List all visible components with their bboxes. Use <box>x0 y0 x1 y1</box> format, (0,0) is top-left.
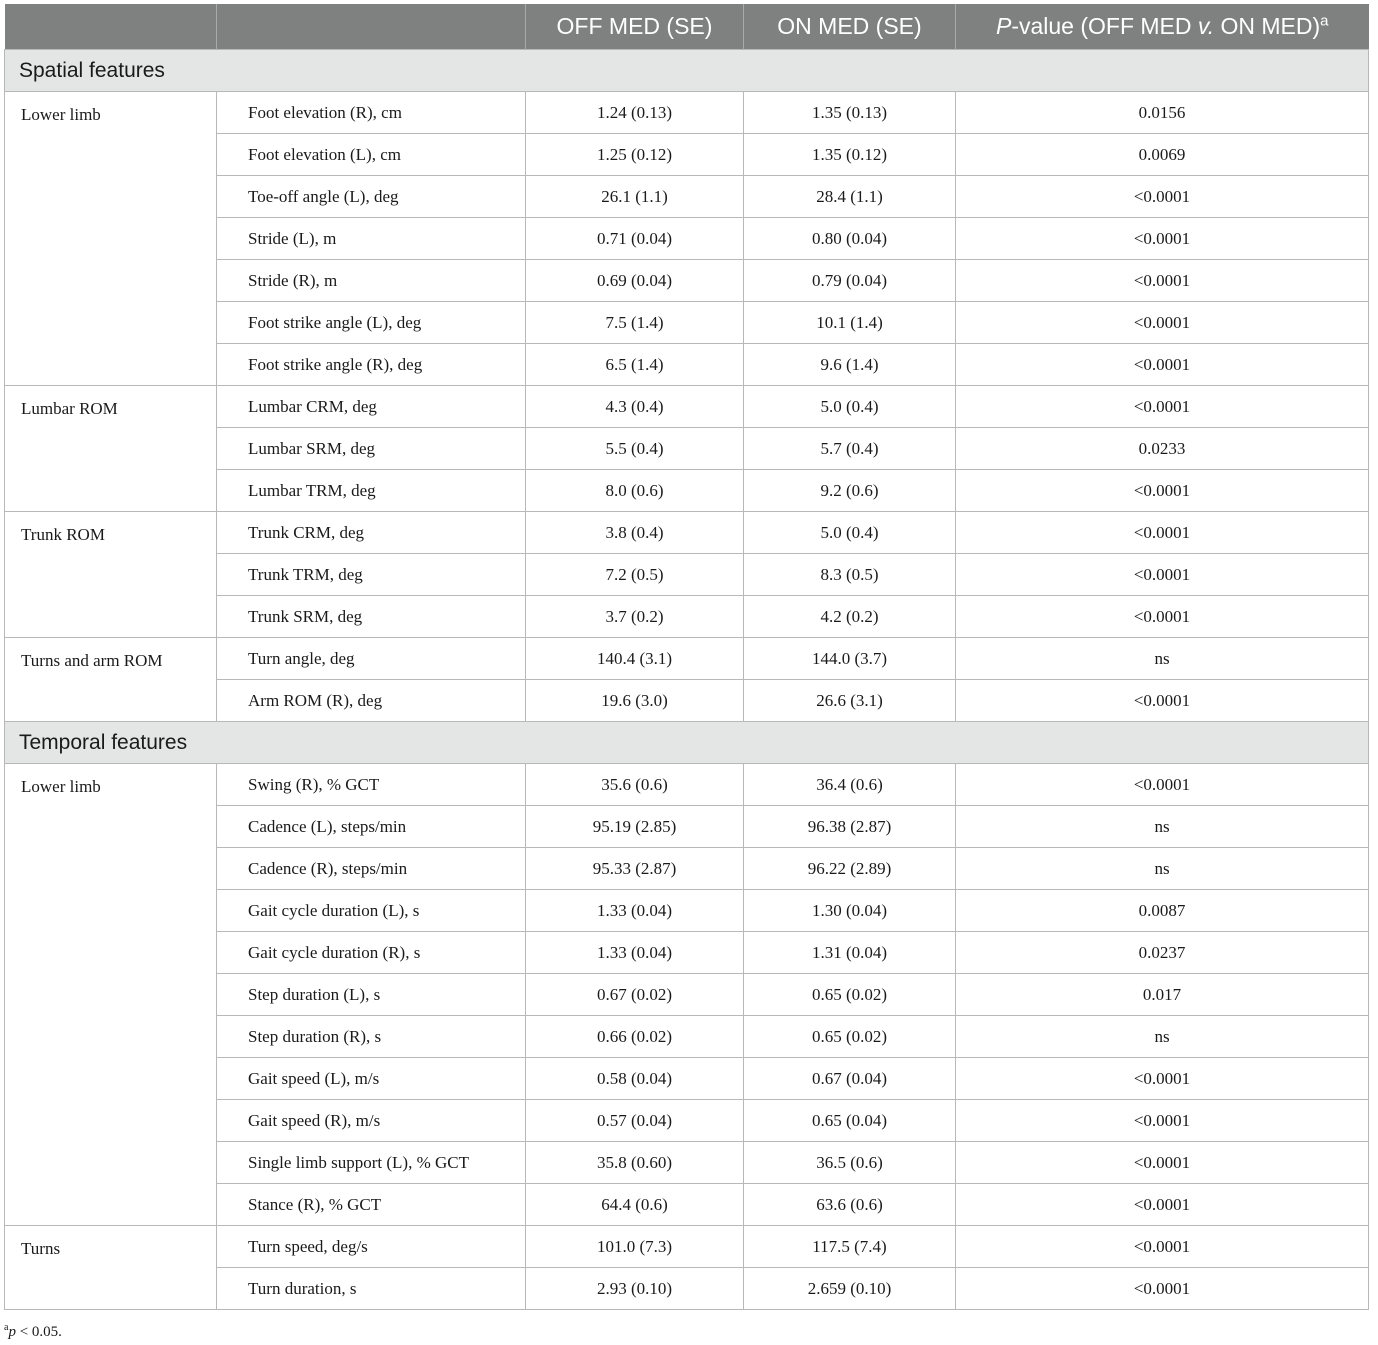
on-med-cell: 0.65 (0.02) <box>744 974 956 1016</box>
off-med-cell: 3.7 (0.2) <box>526 596 744 638</box>
feature-cell: Swing (R), % GCT <box>217 764 526 806</box>
feature-cell: Toe-off angle (L), deg <box>217 176 526 218</box>
header-off-med: OFF MED (SE) <box>526 4 744 50</box>
on-med-cell: 28.4 (1.1) <box>744 176 956 218</box>
table-header-row <box>5 4 1369 50</box>
group-label: Trunk ROM <box>5 512 217 638</box>
feature-cell: Trunk SRM, deg <box>217 596 526 638</box>
p-value-cell: 0.0237 <box>956 932 1369 974</box>
feature-cell: Turn duration, s <box>217 1268 526 1310</box>
off-med-cell: 0.58 (0.04) <box>526 1058 744 1100</box>
header-on-med: ON MED (SE) <box>744 4 956 50</box>
off-med-cell: 0.69 (0.04) <box>526 260 744 302</box>
off-med-cell: 4.3 (0.4) <box>526 386 744 428</box>
on-med-cell: 5.0 (0.4) <box>744 386 956 428</box>
on-med-cell: 144.0 (3.7) <box>744 638 956 680</box>
results-table <box>4 4 1369 1310</box>
p-value-cell: ns <box>956 806 1369 848</box>
p-value-cell: ns <box>956 1016 1369 1058</box>
feature-cell: Gait cycle duration (R), s <box>217 932 526 974</box>
table-body <box>5 50 1369 1310</box>
table-row <box>5 638 1369 680</box>
header-group <box>5 4 217 50</box>
footnote: $^a$p < 0.05. <box>4 1322 62 1340</box>
on-med-cell: 63.6 (0.6) <box>744 1184 956 1226</box>
on-med-cell: 5.0 (0.4) <box>744 512 956 554</box>
on-med-cell: 4.2 (0.2) <box>744 596 956 638</box>
on-med-cell: 0.65 (0.04) <box>744 1100 956 1142</box>
feature-cell: Gait cycle duration (L), s <box>217 890 526 932</box>
results-table-container <box>4 4 1368 1310</box>
feature-cell: Gait speed (L), m/s <box>217 1058 526 1100</box>
feature-cell: Lumbar SRM, deg <box>217 428 526 470</box>
off-med-cell: 1.24 (0.13) <box>526 92 744 134</box>
off-med-cell: 95.19 (2.85) <box>526 806 744 848</box>
on-med-cell: 0.65 (0.02) <box>744 1016 956 1058</box>
feature-cell: Lumbar TRM, deg <box>217 470 526 512</box>
feature-cell: Foot strike angle (L), deg <box>217 302 526 344</box>
off-med-cell: 19.6 (3.0) <box>526 680 744 722</box>
p-value-cell: <0.0001 <box>956 1268 1369 1310</box>
feature-cell: Trunk CRM, deg <box>217 512 526 554</box>
p-value-cell: 0.0069 <box>956 134 1369 176</box>
feature-cell: Turn angle, deg <box>217 638 526 680</box>
feature-cell: Lumbar CRM, deg <box>217 386 526 428</box>
off-med-cell: 35.6 (0.6) <box>526 764 744 806</box>
on-med-cell: 0.67 (0.04) <box>744 1058 956 1100</box>
feature-cell: Gait speed (R), m/s <box>217 1100 526 1142</box>
p-value-cell: <0.0001 <box>956 218 1369 260</box>
feature-cell: Stride (L), m <box>217 218 526 260</box>
feature-cell: Step duration (R), s <box>217 1016 526 1058</box>
off-med-cell: 1.33 (0.04) <box>526 890 744 932</box>
p-value-cell: <0.0001 <box>956 596 1369 638</box>
p-value-cell: ns <box>956 848 1369 890</box>
p-value-cell: <0.0001 <box>956 344 1369 386</box>
p-value-cell: <0.0001 <box>956 1100 1369 1142</box>
off-med-cell: 35.8 (0.60) <box>526 1142 744 1184</box>
p-value-cell: <0.0001 <box>956 302 1369 344</box>
feature-cell: Stance (R), % GCT <box>217 1184 526 1226</box>
off-med-cell: 5.5 (0.4) <box>526 428 744 470</box>
on-med-cell: 5.7 (0.4) <box>744 428 956 470</box>
on-med-cell: 117.5 (7.4) <box>744 1226 956 1268</box>
table-row <box>5 1226 1369 1268</box>
on-med-cell: 1.35 (0.13) <box>744 92 956 134</box>
p-value-cell: ns <box>956 638 1369 680</box>
off-med-cell: 64.4 (0.6) <box>526 1184 744 1226</box>
p-value-cell: <0.0001 <box>956 680 1369 722</box>
section-title: Spatial features <box>5 50 1369 92</box>
off-med-cell: 7.5 (1.4) <box>526 302 744 344</box>
p-value-cell: <0.0001 <box>956 764 1369 806</box>
p-value-cell: <0.0001 <box>956 512 1369 554</box>
off-med-cell: 1.25 (0.12) <box>526 134 744 176</box>
feature-cell: Turn speed, deg/s <box>217 1226 526 1268</box>
feature-cell: Stride (R), m <box>217 260 526 302</box>
p-value-cell: <0.0001 <box>956 1058 1369 1100</box>
feature-cell: Foot strike angle (R), deg <box>217 344 526 386</box>
p-value-cell: <0.0001 <box>956 554 1369 596</box>
feature-cell: Trunk TRM, deg <box>217 554 526 596</box>
off-med-cell: 140.4 (3.1) <box>526 638 744 680</box>
off-med-cell: 0.57 (0.04) <box>526 1100 744 1142</box>
on-med-cell: 1.30 (0.04) <box>744 890 956 932</box>
table-row <box>5 92 1369 134</box>
on-med-cell: 9.2 (0.6) <box>744 470 956 512</box>
p-value-cell: <0.0001 <box>956 1142 1369 1184</box>
off-med-cell: 2.93 (0.10) <box>526 1268 744 1310</box>
p-value-cell: 0.017 <box>956 974 1369 1016</box>
p-value-cell: <0.0001 <box>956 176 1369 218</box>
on-med-cell: 10.1 (1.4) <box>744 302 956 344</box>
off-med-cell: 3.8 (0.4) <box>526 512 744 554</box>
on-med-cell: 96.38 (2.87) <box>744 806 956 848</box>
feature-cell: Cadence (L), steps/min <box>217 806 526 848</box>
p-value-cell: <0.0001 <box>956 386 1369 428</box>
section-title: Temporal features <box>5 722 1369 764</box>
feature-cell: Single limb support (L), % GCT <box>217 1142 526 1184</box>
off-med-cell: 95.33 (2.87) <box>526 848 744 890</box>
p-value-cell: 0.0156 <box>956 92 1369 134</box>
off-med-cell: 7.2 (0.5) <box>526 554 744 596</box>
on-med-cell: 0.79 (0.04) <box>744 260 956 302</box>
header-feature <box>217 4 526 50</box>
on-med-cell: 2.659 (0.10) <box>744 1268 956 1310</box>
on-med-cell: 8.3 (0.5) <box>744 554 956 596</box>
on-med-cell: 1.35 (0.12) <box>744 134 956 176</box>
on-med-cell: 26.6 (3.1) <box>744 680 956 722</box>
off-med-cell: 8.0 (0.6) <box>526 470 744 512</box>
p-value-cell: <0.0001 <box>956 260 1369 302</box>
group-label: Lower limb <box>5 764 217 1226</box>
table-row <box>5 386 1369 428</box>
off-med-cell: 101.0 (7.3) <box>526 1226 744 1268</box>
off-med-cell: 6.5 (1.4) <box>526 344 744 386</box>
on-med-cell: 1.31 (0.04) <box>744 932 956 974</box>
off-med-cell: 0.71 (0.04) <box>526 218 744 260</box>
p-value-cell: <0.0001 <box>956 1184 1369 1226</box>
off-med-cell: 26.1 (1.1) <box>526 176 744 218</box>
p-value-cell: 0.0087 <box>956 890 1369 932</box>
on-med-cell: 0.80 (0.04) <box>744 218 956 260</box>
group-label: Turns and arm ROM <box>5 638 217 722</box>
off-med-cell: 0.67 (0.02) <box>526 974 744 1016</box>
table-row <box>5 512 1369 554</box>
feature-cell: Arm ROM (R), deg <box>217 680 526 722</box>
feature-cell: Step duration (L), s <box>217 974 526 1016</box>
off-med-cell: 1.33 (0.04) <box>526 932 744 974</box>
table-row <box>5 764 1369 806</box>
p-value-cell: 0.0233 <box>956 428 1369 470</box>
p-value-cell: <0.0001 <box>956 1226 1369 1268</box>
section-row <box>5 722 1369 764</box>
off-med-cell: 0.66 (0.02) <box>526 1016 744 1058</box>
p-value-cell: <0.0001 <box>956 470 1369 512</box>
on-med-cell: 36.4 (0.6) <box>744 764 956 806</box>
feature-cell: Foot elevation (L), cm <box>217 134 526 176</box>
group-label: Lumbar ROM <box>5 386 217 512</box>
header-p-value: P-value (OFF MED v. ON MED)$^a$ <box>956 4 1369 50</box>
feature-cell: Foot elevation (R), cm <box>217 92 526 134</box>
group-label: Lower limb <box>5 92 217 386</box>
on-med-cell: 36.5 (0.6) <box>744 1142 956 1184</box>
on-med-cell: 9.6 (1.4) <box>744 344 956 386</box>
section-row <box>5 50 1369 92</box>
on-med-cell: 96.22 (2.89) <box>744 848 956 890</box>
group-label: Turns <box>5 1226 217 1310</box>
feature-cell: Cadence (R), steps/min <box>217 848 526 890</box>
